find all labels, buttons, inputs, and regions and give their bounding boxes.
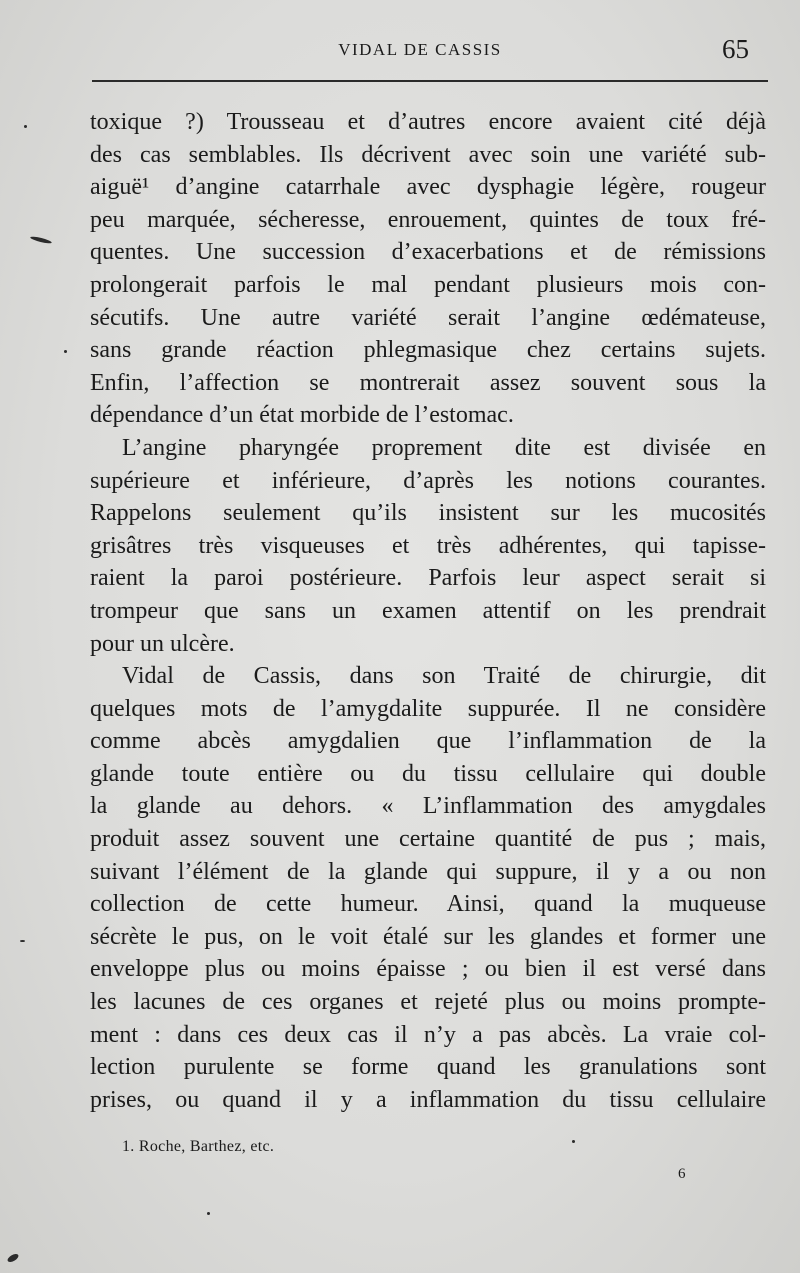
text-line: toxique ?) Trousseau et d’autres encore avaient cité déjà: [90, 109, 766, 135]
margin-mark: [30, 235, 52, 244]
text-line: enveloppe plus ou moins épaisse ; ou bien il est versé dans: [90, 956, 766, 983]
text-line: aiguë¹ d’angine catarrhale avec dysphagie légère, rougeur: [90, 174, 766, 201]
text-line: pour un ulcère.: [90, 630, 235, 657]
running-head: [0, 34, 800, 64]
text-line: des cas semblables. Ils décrivent avec soin une variété sub-: [90, 141, 766, 168]
margin-speck: [6, 1252, 19, 1263]
text-line: trompeur que sans un examen attentif on les prendrait: [90, 597, 766, 624]
text-line: Enfin, l’affection se montrerait assez souvent sous la: [90, 369, 766, 396]
text-line: collection de cette humeur. Ainsi, quand la muqueuse: [90, 891, 766, 918]
margin-speck: [572, 1140, 575, 1143]
text-line: les lacunes de ces organes et rejeté plus ou moins prompte-: [90, 989, 766, 1016]
text-line: prolongerait parfois le mal pendant plusieurs mois con-: [90, 271, 766, 298]
text-line: ment : dans ces deux cas il n’y a pas abcès. La vraie col-: [90, 1021, 766, 1048]
text-line: comme abcès amygdalien que l’inflammation de la: [90, 728, 766, 755]
text-line: Vidal de Cassis, dans son Traité de chirurgie, dit: [122, 663, 766, 690]
text-line: sécrète le pus, on le voit étalé sur les glandes et former une: [90, 923, 766, 950]
text-line: sans grande réaction phlegmasique chez certains sujets.: [90, 337, 766, 364]
text-line: dépendance d’un état morbide de l’estomac.: [90, 402, 514, 429]
header-rule: [92, 80, 768, 82]
body-text: [90, 106, 766, 1116]
text-line: grisâtres très visqueuses et très adhérentes, qui tapisse-: [90, 532, 766, 559]
page-number: 65: [722, 34, 749, 64]
footnote: 1. Roche, Barthez, etc.: [122, 1138, 275, 1155]
text-line: quelques mots de l’amygdalite suppurée. Il ne considère: [90, 695, 766, 722]
margin-speck: [64, 350, 67, 353]
text-line: produit assez souvent une certaine quantité de pus ; mais,: [90, 826, 766, 853]
margin-speck: [20, 940, 25, 942]
margin-speck: [207, 1212, 210, 1215]
text-line: quentes. Une succession d’exacerbations et de rémissions: [90, 239, 766, 266]
text-line: sécutifs. Une autre variété serait l’angine œdémateuse,: [90, 304, 766, 331]
text-line: lection purulente se forme quand les granulations sont: [90, 1054, 766, 1081]
text-line: raient la paroi postérieure. Parfois leur aspect serait si: [90, 565, 766, 592]
text-line: suivant l’élément de la glande qui suppure, il y a ou non: [90, 858, 766, 885]
signature-mark: 6: [678, 1166, 686, 1182]
running-title: VIDAL DE CASSIS: [338, 40, 502, 59]
text-line: supérieure et inférieure, d’après les notions courantes.: [90, 467, 766, 494]
text-line: Rappelons seulement qu’ils insistent sur les mucosités: [90, 500, 766, 527]
margin-speck: [24, 125, 27, 128]
text-line: L’angine pharyngée proprement dite est divisée en: [122, 434, 766, 461]
text-line: la glande au dehors. « L’inflammation des amygdales: [90, 793, 766, 820]
text-line: prises, ou quand il y a inflammation du tissu cellulaire: [90, 1086, 766, 1113]
text-line: peu marquée, sécheresse, enrouement, quintes de toux fré-: [90, 206, 766, 233]
text-line: glande toute entière ou du tissu cellulaire qui double: [90, 760, 766, 787]
